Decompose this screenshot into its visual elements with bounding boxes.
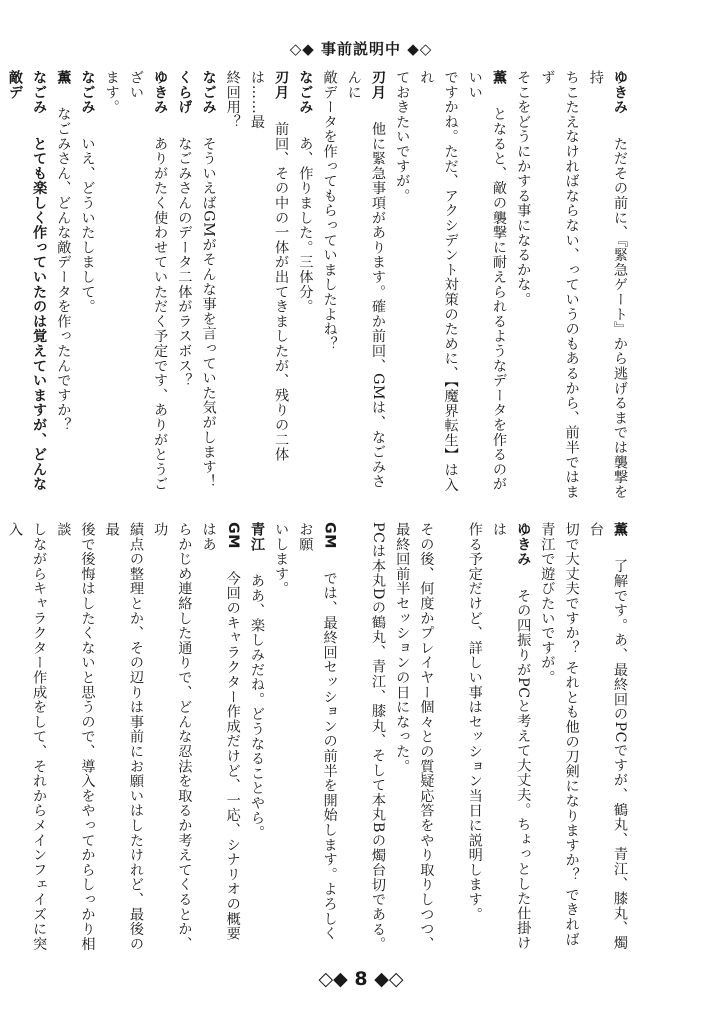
line-text: ありがたく使わせていただく予定です、ありがとうござい xyxy=(127,70,169,492)
text-line xyxy=(0,522,3,952)
line-text: とても楽しく作っていたのは覚えていますが、どんな敵デ xyxy=(6,70,48,492)
text-line xyxy=(172,70,196,502)
speaker-name: ゆきみ xyxy=(515,522,532,567)
line-text: その後、何度かプレイヤー個々との質疑応答をやり取りしつつ、 xyxy=(418,522,435,952)
line-text: ておきたいですが。 xyxy=(394,70,411,204)
speaker-name: GM xyxy=(224,522,241,549)
line-text: 敵データを作ってもらっていましたよね？ xyxy=(321,70,338,352)
text-line xyxy=(390,70,414,502)
line-text: しながらキャラクター作成をして、それからメインフェイズに突入 xyxy=(6,522,48,952)
line-text: ああ、楽しみだね。どうなることやら。 xyxy=(248,573,265,840)
speaker-name: くらげ xyxy=(176,70,193,115)
line-text: その四振りがPCと考えて大丈夫。ちょっとした仕掛けは xyxy=(490,522,532,951)
text-line xyxy=(463,70,511,502)
text-line xyxy=(124,70,172,502)
text-line xyxy=(584,70,632,502)
speaker-name: なごみ xyxy=(200,70,217,115)
speaker-name: 薫 xyxy=(55,70,72,85)
top-text-block xyxy=(6,70,632,502)
speaker-name: GM xyxy=(321,522,338,549)
speaker-name: なごみ xyxy=(297,70,314,115)
line-text: 前回、その中の一体が出てきましたが、残りの二体は……最 xyxy=(248,70,290,462)
text-line xyxy=(293,522,341,952)
text-line xyxy=(3,522,51,952)
speaker-name: なごみ xyxy=(79,70,96,115)
text-line xyxy=(0,70,3,502)
text-line xyxy=(75,70,99,502)
text-line xyxy=(366,522,390,952)
speaker-name: 刃月 xyxy=(369,70,386,100)
line-text: 今回のキャラクター作成だけど、一応、シナリオの概要はあ xyxy=(200,522,241,941)
line-text: PCは本丸Dの鶴丸、青江、膝丸、そして本丸Bの燭台切である。 xyxy=(369,522,386,952)
text-line xyxy=(487,522,535,952)
line-text: ます。 xyxy=(103,70,120,115)
text-line xyxy=(196,70,220,502)
line-text: では、最終回セッションの前半を開始します。よろしくお願 xyxy=(297,522,338,941)
text-line xyxy=(51,522,99,952)
speaker-name: 薫 xyxy=(490,70,507,85)
text-line xyxy=(342,522,366,952)
text-line xyxy=(414,70,462,502)
line-text: なごみさん、どんな敵データを作ったんですか？ xyxy=(55,106,72,433)
text-line xyxy=(511,70,535,502)
text-line xyxy=(535,70,583,502)
text-line xyxy=(559,522,583,952)
text-line xyxy=(148,522,196,952)
page-number: ◇◆ 8 ◆◇ xyxy=(318,968,404,990)
bottom-text-block xyxy=(6,522,632,952)
line-text: いえ、どういたしまして。 xyxy=(79,136,96,314)
line-text: 績点の整理とか、その辺りは事前にお願いはしたけれど、最後の最 xyxy=(103,522,144,952)
text-line xyxy=(535,522,559,952)
text-line xyxy=(414,522,438,952)
text-line xyxy=(438,522,462,952)
text-line xyxy=(463,522,487,952)
line-text: 青江で遊びたいですが。 xyxy=(539,522,556,685)
text-line xyxy=(221,70,245,502)
text-line xyxy=(100,522,148,952)
speaker-name: ゆきみ xyxy=(152,70,169,115)
speaker-name: 薫 xyxy=(612,522,628,537)
speaker-name: ゆきみ xyxy=(612,70,628,115)
line-text: 最終回前半セッションの日になった。 xyxy=(394,522,411,774)
line-text: なごみさんのデータ二体がラスボス？ xyxy=(176,136,193,388)
line-text: あ、作りました。三体分。 xyxy=(297,136,314,314)
text-line xyxy=(293,70,317,502)
line-text: となると、敵の襲撃に耐えられるようなデータを作るのがいい xyxy=(466,70,507,492)
line-text: ただその前に、『緊急ゲート』から逃げるまでは襲撃を持 xyxy=(587,70,628,500)
text-line xyxy=(3,70,51,502)
speaker-name: 刃月 xyxy=(273,70,290,100)
line-text: 終回用？ xyxy=(224,70,241,130)
line-text: 了解です。あ、最終回のPCですが、鶴丸、青江、膝丸、燭台 xyxy=(587,522,628,951)
text-line xyxy=(245,522,269,952)
speaker-name: 青江 xyxy=(248,522,265,552)
line-text: らかじめ連絡した通りで、どんな忍法を取るか考えてくるとか、功 xyxy=(152,522,193,952)
speaker-name: なごみ xyxy=(31,70,48,115)
text-line xyxy=(584,522,632,952)
line-text: 他に緊急事項があります。確か前回、GMは、なごみさんに xyxy=(345,70,386,489)
line-text: 切で大丈夫ですか？ それとも他の刀剣になりますか？ できれば xyxy=(563,522,580,947)
line-text: ですかね。ただ、アクシデント対策のために、【魔界転生】は入れ xyxy=(418,70,459,493)
text-line xyxy=(317,70,341,502)
line-text: そういえばGMがそんな事を言っていた気がします！ xyxy=(200,136,217,489)
text-line xyxy=(269,522,293,952)
text-line xyxy=(196,522,244,952)
text-line xyxy=(390,522,414,952)
line-text: 後で後悔はしたくないと思うので、導入をやってからしっかり相談 xyxy=(55,522,96,952)
text-line xyxy=(51,70,75,502)
line-text: そこをどうにかする事になるかな。 xyxy=(515,70,532,307)
text-line xyxy=(342,70,390,502)
text-line xyxy=(245,70,293,502)
line-text: いします。 xyxy=(273,522,290,596)
line-text: 作る予定だけど、詳しい事はセッション当日に説明します。 xyxy=(466,522,483,922)
page-header: ◇◆ 事前説明中 ◆◇ xyxy=(289,40,433,58)
line-text: ちこたえなければならない、っていうのもあるから、前半ではまず xyxy=(539,70,580,500)
text-line xyxy=(100,70,124,502)
